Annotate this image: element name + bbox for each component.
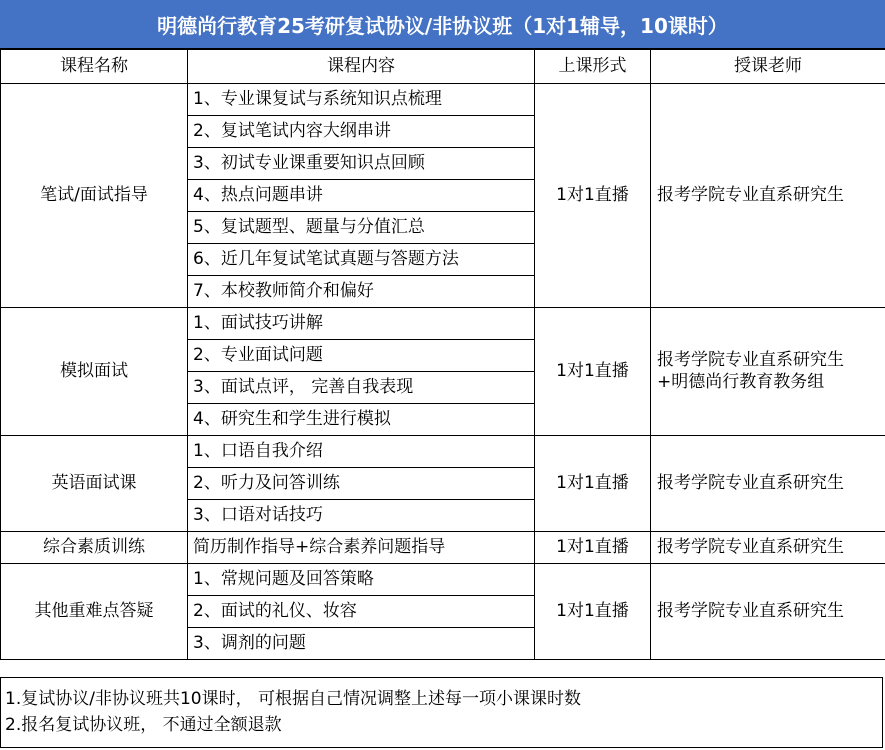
course-content-item: 2、面试的礼仪、妆容 — [188, 596, 535, 628]
course-name-cell: 综合素质训练 — [1, 532, 188, 564]
class-format-cell: 1对1直播 — [535, 532, 651, 564]
teacher-line: 报考学院专业直系研究生 — [657, 600, 844, 621]
teacher-cell — [651, 564, 885, 660]
course-content-item: 6、近几年复试笔试真题与答题方法 — [188, 244, 535, 276]
class-format-cell: 1对1直播 — [535, 564, 651, 660]
course-content-item: 2、复试笔试内容大纲串讲 — [188, 116, 535, 148]
teacher-cell — [651, 308, 885, 436]
header-course-content: 课程内容 — [188, 50, 535, 84]
course-content-item: 2、专业面试问题 — [188, 340, 535, 372]
notes-box — [0, 677, 883, 748]
course-table-body — [1, 84, 885, 660]
course-content-item: 1、常规问题及回答策略 — [188, 564, 535, 596]
table-row — [1, 532, 885, 564]
table-row — [1, 436, 885, 468]
course-content-item: 3、初试专业课重要知识点回顾 — [188, 148, 535, 180]
header-class-format: 上课形式 — [535, 50, 651, 84]
course-name-cell: 其他重难点答疑 — [1, 564, 188, 660]
course-content-item: 1、口语自我介绍 — [188, 436, 535, 468]
header-course-name: 课程名称 — [1, 50, 188, 84]
course-content-item: 1、面试技巧讲解 — [188, 308, 535, 340]
course-content-item: 5、复试题型、题量与分值汇总 — [188, 212, 535, 244]
class-format-cell: 1对1直播 — [535, 308, 651, 436]
course-content-item: 3、调剂的问题 — [188, 628, 535, 660]
teacher-cell — [651, 436, 885, 532]
note-line: 1.复试协议/非协议班共10课时， 可根据自己情况调整上述每一项小课课时数 — [5, 689, 581, 709]
course-content-item: 3、口语对话技巧 — [188, 500, 535, 532]
teacher-line: 报考学院专业直系研究生 — [657, 184, 844, 205]
course-content-item: 1、专业课复试与系统知识点梳理 — [188, 84, 535, 116]
course-name-cell: 模拟面试 — [1, 308, 188, 436]
table-row — [1, 84, 885, 116]
course-content-item: 4、热点问题串讲 — [188, 180, 535, 212]
table-row — [1, 564, 885, 596]
note-line: 2.报名复试协议班， 不通过全额退款 — [5, 715, 282, 735]
header-teacher: 授课老师 — [651, 50, 885, 84]
teacher-cell — [651, 84, 885, 308]
course-content-item: 7、本校教师简介和偏好 — [188, 276, 535, 308]
course-content-item: 2、听力及问答训练 — [188, 468, 535, 500]
course-content-item: 简历制作指导+综合素养问题指导 — [188, 532, 535, 564]
sheet-title: 明德尚行教育25考研复试协议/非协议班（1对1辅导，10课时） — [0, 0, 885, 49]
course-content-item: 3、面试点评， 完善自我表现 — [188, 372, 535, 404]
teacher-line: 报考学院专业直系研究生 — [657, 536, 844, 557]
header-row — [1, 50, 885, 84]
table-row — [1, 308, 885, 340]
teacher-line: 报考学院专业直系研究生 — [657, 350, 844, 371]
course-name-cell: 英语面试课 — [1, 436, 188, 532]
course-name-cell: 笔试/面试指导 — [1, 84, 188, 308]
teacher-line: 报考学院专业直系研究生 — [657, 472, 844, 493]
course-content-item: 4、研究生和学生进行模拟 — [188, 404, 535, 436]
class-format-cell: 1对1直播 — [535, 436, 651, 532]
course-table — [0, 49, 885, 660]
teacher-line: +明德尚行教育教务组 — [657, 371, 825, 392]
teacher-cell — [651, 532, 885, 564]
class-format-cell: 1对1直播 — [535, 84, 651, 308]
